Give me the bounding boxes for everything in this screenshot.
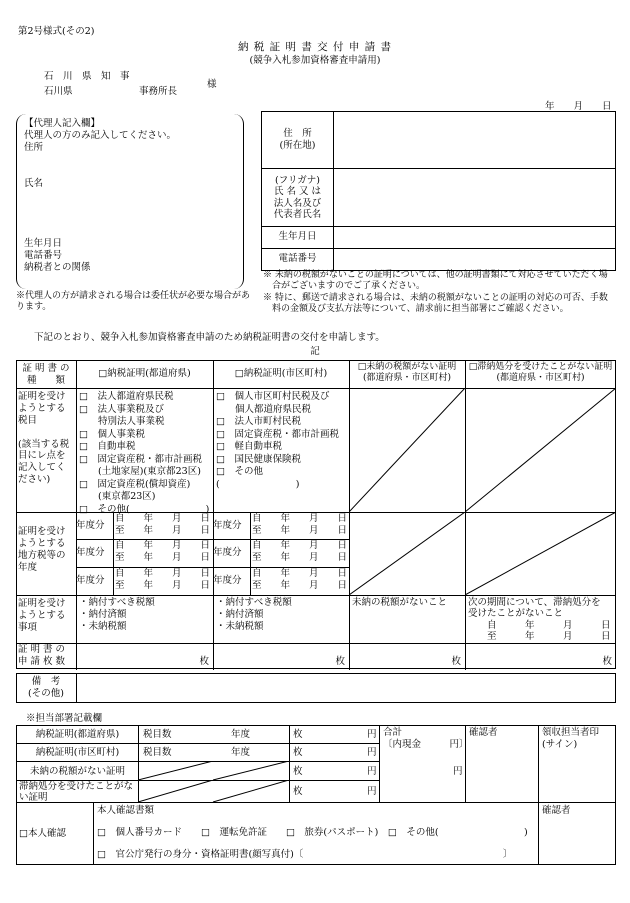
pref-from-3: 自 年 月 日 xyxy=(115,568,211,579)
main-table xyxy=(16,360,616,669)
muni-tax-items[interactable]: □ 個人市区町村民税及び 個人都道府県民税 □ 法人市町村民税 □ 固定資産税・都市計画税 □ 軽自動車税 □ 国民健康保険税 □ その他( ) xyxy=(213,388,350,513)
pref-count[interactable]: 枚 xyxy=(76,643,214,670)
applicant-phone-field[interactable] xyxy=(334,249,616,271)
office-delinq-yen: 円 xyxy=(367,786,377,797)
office-total-label: 合計 xyxy=(383,727,403,738)
office-col-line-5 xyxy=(538,726,539,802)
pref-year-2[interactable]: 年度分 xyxy=(76,539,114,568)
office-muni-mai: 枚 xyxy=(293,747,303,758)
office-unpaid-label: 未納の税額がない証明 xyxy=(29,766,125,777)
pref-to-2: 至 年 月 日 xyxy=(115,552,211,564)
remarks-field[interactable] xyxy=(77,674,615,702)
office-muni-nendo: 年度 xyxy=(231,747,251,758)
applicant-note-2: ※ 特に、郵送で請求される場合は、未納の税額がないことの証明の対応の可否、手数料の金額及び支払方法等について、請求前に担当部署にご確認ください。 xyxy=(263,293,608,314)
page-subtitle: (競争入札参加資格審査申請用) xyxy=(249,55,381,66)
office-table xyxy=(16,725,616,865)
agent-heading: 【代理人記入欄】 xyxy=(24,118,101,129)
unpaid-count[interactable]: 枚 xyxy=(349,643,466,670)
agent-address-label[interactable]: 住所 xyxy=(24,142,44,153)
delinq-matters[interactable]: 次の期間について、滞納処分を 受けたことがないこと 自 年 月 日 至 年 月 日 xyxy=(465,595,616,644)
muni-year-1[interactable]: 年度分 xyxy=(213,512,251,540)
agent-name-label[interactable]: 氏名 xyxy=(24,178,44,189)
office-muni-yen: 円 xyxy=(367,747,377,758)
office-unpaid-mai: 枚 xyxy=(293,766,303,777)
id-doc-options-2[interactable]: □ 官公庁発行の身分・資格証明書(顔写真付)〔 〕 xyxy=(97,849,513,860)
pref-year-3[interactable]: 年度分 xyxy=(76,567,114,595)
delinq-tax-items-na xyxy=(465,388,616,513)
office-delinq-mai: 枚 xyxy=(293,786,303,797)
pref-fiscal-years[interactable] xyxy=(76,512,214,596)
delinq-count[interactable]: 枚 xyxy=(602,656,612,667)
office-row-line-1 xyxy=(17,743,379,744)
applicant-name-label: (フリガナ) 氏 名 又 は 法人名及び 代表者氏名 xyxy=(262,169,334,227)
header-muni-tax[interactable]: □納税証明(市区町村) xyxy=(213,360,350,389)
office-pref-mai: 枚 xyxy=(293,729,303,740)
page-title: 納 税 証 明 書 交 付 申 請 書 xyxy=(237,41,393,53)
addressee-office: 石川県 事務所長 xyxy=(44,86,178,97)
pref-from-1: 自 年 月 日 xyxy=(115,513,211,524)
remarks-box xyxy=(16,673,616,703)
agent-footnote: ※代理人の方が請求される場合は委任状が必要な場合があります。 xyxy=(16,291,251,313)
office-muni-label: 納税証明(市区町村) xyxy=(35,747,120,758)
pref-to-3: 至 年 月 日 xyxy=(115,580,211,592)
muni-fiscal-years[interactable] xyxy=(213,512,350,596)
pref-year-1[interactable]: 年度分 xyxy=(76,512,114,540)
applicant-name-field[interactable] xyxy=(334,169,616,227)
applicant-birth-label: 生年月日 xyxy=(262,227,334,249)
applicant-address-field[interactable] xyxy=(334,112,616,169)
muni-to-3: 至 年 月 日 xyxy=(252,580,348,592)
id-doc-options-1[interactable]: □ 個人番号カード □ 運転免許証 □ 旅券(パスポート) □ その他( ) xyxy=(97,827,528,838)
diagonal-line-4 xyxy=(465,512,616,595)
office-total-yen: 円 xyxy=(453,766,463,777)
office-unpaid-yen: 円 xyxy=(367,766,377,777)
office-pref-yen: 円 xyxy=(367,729,377,740)
muni-from-1: 自 年 月 日 xyxy=(252,513,348,524)
remarks-label: 備 考 (その他) xyxy=(16,673,77,703)
pref-matters[interactable]: ・納付すべき税額 ・納付済額 ・未納税額 xyxy=(76,595,214,644)
applicant-table xyxy=(261,111,616,271)
office-col-line-6 xyxy=(93,802,94,864)
muni-year-2[interactable]: 年度分 xyxy=(213,539,251,568)
unpaid-years-na xyxy=(349,512,466,596)
office-cash-portion: 〔内現金 円〕 xyxy=(383,739,469,750)
muni-period-1[interactable] xyxy=(250,512,350,540)
office-col-line-2 xyxy=(289,726,290,802)
pref-from-2: 自 年 月 日 xyxy=(115,540,211,551)
applicant-birth-field[interactable] xyxy=(334,227,616,249)
office-col-line-7 xyxy=(538,802,539,864)
pref-period-3[interactable] xyxy=(113,567,214,595)
muni-from-2: 自 年 月 日 xyxy=(252,540,348,551)
addressee-governor: 石 川 県 知 事 xyxy=(44,71,130,82)
office-muni-zeimoku: 税目数 xyxy=(143,747,172,758)
application-date[interactable]: 年 月 日 xyxy=(545,101,612,112)
muni-period-3[interactable] xyxy=(250,567,350,595)
header-unpaid[interactable]: □未納の税額がない証明 (都道府県・市区町村) xyxy=(349,360,466,389)
unpaid-matters: 未納の税額がないこと xyxy=(349,595,466,644)
office-col-line-3 xyxy=(379,726,380,802)
office-unpaid-diagonal xyxy=(138,761,289,780)
office-delinq-label: 滞納処分を受けたことがない証明 xyxy=(19,781,134,804)
muni-to-2: 至 年 月 日 xyxy=(252,552,348,564)
muni-count[interactable]: 枚 xyxy=(213,643,350,670)
intro-text: 下記のとおり、競争入札参加資格審査申請のため納税証明書の交付を申請します。 xyxy=(34,332,385,343)
agent-birth-label[interactable]: 生年月日 xyxy=(24,238,63,249)
row-tax-items-label: 証明を受け ようとする 税目 (該当する税 目にレ点を 記入してく ださい) xyxy=(16,388,77,513)
row-matters-label: 証明を受け ようとする 事項 xyxy=(16,595,77,644)
muni-year-3[interactable]: 年度分 xyxy=(213,567,251,595)
header-delinquency[interactable]: □滞納処分を受けたことがない証明 (都道府県・市区町村) xyxy=(465,360,616,389)
id-doc-heading: 本人確認書類 xyxy=(97,805,155,816)
pref-period-2[interactable] xyxy=(113,539,214,568)
row-count-label: 証 明 書 の 申 請 枚 数 xyxy=(16,643,77,670)
office-pref-label: 納税証明(都道府県) xyxy=(35,729,120,740)
office-checker: 確認者 xyxy=(469,727,498,738)
office-heading: ※担当部署記載欄 xyxy=(26,713,103,724)
muni-to-1: 至 年 月 日 xyxy=(252,525,348,537)
agent-relation-label[interactable]: 納税者との関係 xyxy=(24,262,91,273)
id-checker: 確認者 xyxy=(542,805,571,816)
office-delinq-diagonal xyxy=(138,780,289,802)
delinq-years-na xyxy=(465,512,616,596)
office-pref-nendo: 年度 xyxy=(231,729,251,740)
applicant-note-1: ※ 未納の税額がないことの証明については、他の証明書類にて対応させていただく場合がございますのでご了承ください。 xyxy=(263,270,608,291)
diagonal-line-2 xyxy=(465,388,616,512)
id-check-label[interactable]: □本人確認 xyxy=(19,828,66,839)
applicant-address-label: 住 所 (所在地) xyxy=(262,112,334,169)
diagonal-line-1 xyxy=(349,388,465,512)
agent-phone-label[interactable]: 電話番号 xyxy=(24,250,63,261)
pref-to-1: 至 年 月 日 xyxy=(115,525,211,537)
office-pref-zeimoku: 税目数 xyxy=(143,729,172,740)
row-fiscal-year-label: 証明を受け ようとする 地方税等の 年度 xyxy=(16,512,77,596)
unpaid-tax-items-na xyxy=(349,388,466,513)
form-number: 第2号様式(その2) xyxy=(18,26,95,37)
muni-from-3: 自 年 月 日 xyxy=(252,568,348,579)
applicant-phone-label: 電話番号 xyxy=(262,249,334,271)
office-col-line-4 xyxy=(465,726,466,802)
honorific: 様 xyxy=(207,79,217,90)
muni-matters[interactable]: ・納付すべき税額 ・納付済額 ・未納税額 xyxy=(213,595,350,644)
pref-tax-items[interactable]: □ 法人都道府県民税 □ 法人事業税及び 特別法人事業税 □ 個人事業税 □ 自動車税 □ 固定資産税・都市計画税 (土地家屋)(東京都23区) □ 固定資産税(償却資産) (東京都23区) □ その他( ) xyxy=(76,388,214,513)
pref-period-1[interactable] xyxy=(113,512,214,540)
diagonal-line-3 xyxy=(349,512,465,595)
office-receiver-seal[interactable]: 領収担当者印 (サイン) xyxy=(542,727,600,750)
muni-period-2[interactable] xyxy=(250,539,350,568)
header-pref-tax[interactable]: □納税証明(都道府県) xyxy=(76,360,214,389)
ki-mark: 記 xyxy=(310,346,320,357)
header-kind: 証 明 書 の 種 類 xyxy=(22,363,70,386)
agent-note: 代理人の方のみ記入してください。 xyxy=(24,130,177,141)
